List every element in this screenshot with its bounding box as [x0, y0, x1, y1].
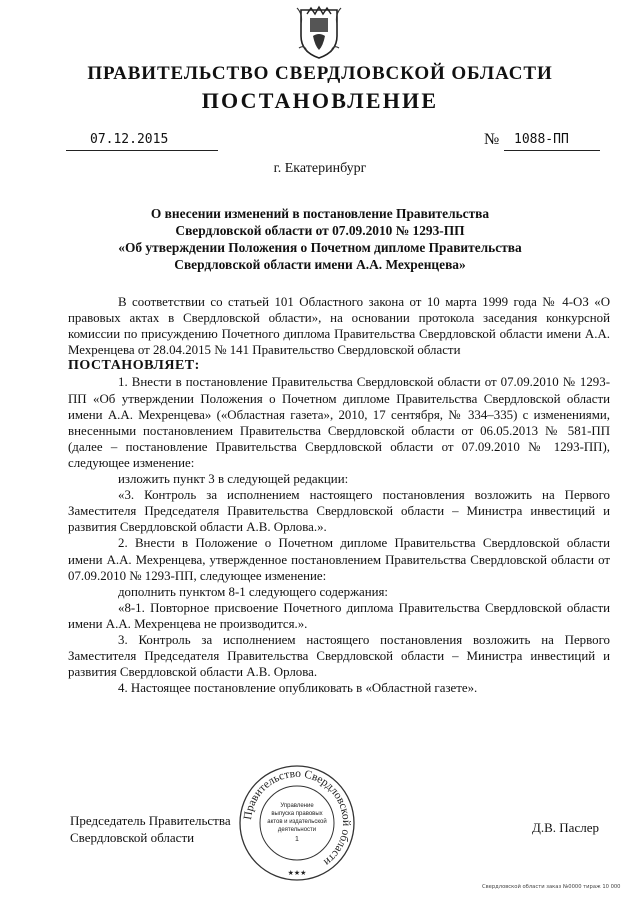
coat-of-arms-emblem [295, 4, 343, 60]
item-3-paragraph: 3. Контроль за исполнением настоящего постановления возложить на Первого Заместителя Председателя Правительства Свердловской области – Министра инвестиций и развития Свердловской области А.В. Орлова. [68, 632, 610, 680]
title-line: Свердловской области от 07.09.2010 № 1293-ПП [175, 223, 465, 238]
title-line: «Об утверждении Положения о Почетном дипломе Правительства [118, 240, 522, 255]
stamp-number: 1 [295, 836, 299, 843]
position-line: Свердловской области [70, 830, 195, 845]
stamp-text-line: выпуска правовых [271, 811, 323, 817]
item-4-paragraph: 4. Настоящее постановление опубликовать в «Областной газете». [118, 681, 478, 696]
document-type: ПОСТАНОВЛЕНИЕ [201, 88, 439, 113]
title-line: Свердловской области имени А.А. Мехренцева» [174, 257, 466, 272]
preamble-paragraph: В соответствии со статьей 101 Областного закона от 10 марта 1999 года № 4-ОЗ «О правовых актах в Свердловской области», на основании протокола заседания конкурсной комиссии по присуждению Почетного диплома Правительства Свердловской области имени А.А. Мехренцева от 28.04.2015 № 141 Правительство Свердловской области [68, 295, 610, 358]
document-date: 07.12.2015 [66, 130, 218, 151]
document-title [100, 205, 540, 273]
item-1-sub-paragraph: изложить пункт 3 в следующей редакции: [118, 472, 349, 487]
stamp-stars: ★★★ [287, 869, 307, 877]
item-2-quote-paragraph: «8-1. Повторное присвоение Почетного диплома Правительства Свердловской области имени А.А. Мехренцева не производится.». [68, 600, 610, 631]
item-2-paragraph: 2. Внести в Положение о Почетном дипломе Правительства Свердловской области имени А.А. Мехренцева, утвержденное постановлением Правительства Свердловской области от 07.09.2010 № 1293-ПП, следующее изменение: [68, 536, 610, 583]
number-sign: № [484, 131, 500, 148]
stamp-text-line: Управление [280, 803, 314, 809]
stamp-text-line: актов и издательской [267, 819, 327, 825]
position-line: Председатель Правительства [70, 813, 231, 828]
stamp-text-line: деятельности [277, 827, 317, 833]
item-1-quote-paragraph: «3. Контроль за исполнением настоящего постановления возложить на Первого Заместителя Председателя Правительства Свердловской области – Министра инвестиций и развития Свердловской области А.В. Орлова.». [68, 488, 610, 535]
signatory-position [70, 812, 231, 846]
stamp-ring-text: Правительство Свердловской области [242, 767, 353, 869]
city: г. Екатеринбург [273, 161, 367, 176]
title-line: О внесении изменений в постановление Правительства [150, 206, 490, 221]
item-2-sub-paragraph: дополнить пунктом 8-1 следующего содержания: [118, 584, 389, 599]
official-stamp [237, 763, 357, 883]
signatory-name: Д.В. Паслер [532, 820, 599, 835]
document-body [68, 294, 610, 696]
item-1-paragraph: 1. Внести в постановление Правительства Свердловской области от 07.09.2010 № 1293-ПП «Об утверждении Положения о Почетном дипломе Правительства Свердловской области имени А.А. Мехренцева» («Областная газета», 2010, 17 сентября, № 334–335) с изменениями, внесенными постановлением Правительства Свердловской области от 06.05.2013 № 581-ПП (далее – постановление Правительства Свердловской области от 07.09.2010 № 1293-ПП), следующее изменение: [68, 375, 610, 470]
print-code: Свердловской области заказ №0000 тираж 10 000 [482, 884, 621, 890]
resolves-heading: ПОСТАНОВЛЯЕТ: [68, 358, 200, 374]
government-name: ПРАВИТЕЛЬСТВО СВЕРДЛОВСКОЙ ОБЛАСТИ [87, 63, 553, 84]
document-number: 1088-ПП [504, 130, 600, 151]
